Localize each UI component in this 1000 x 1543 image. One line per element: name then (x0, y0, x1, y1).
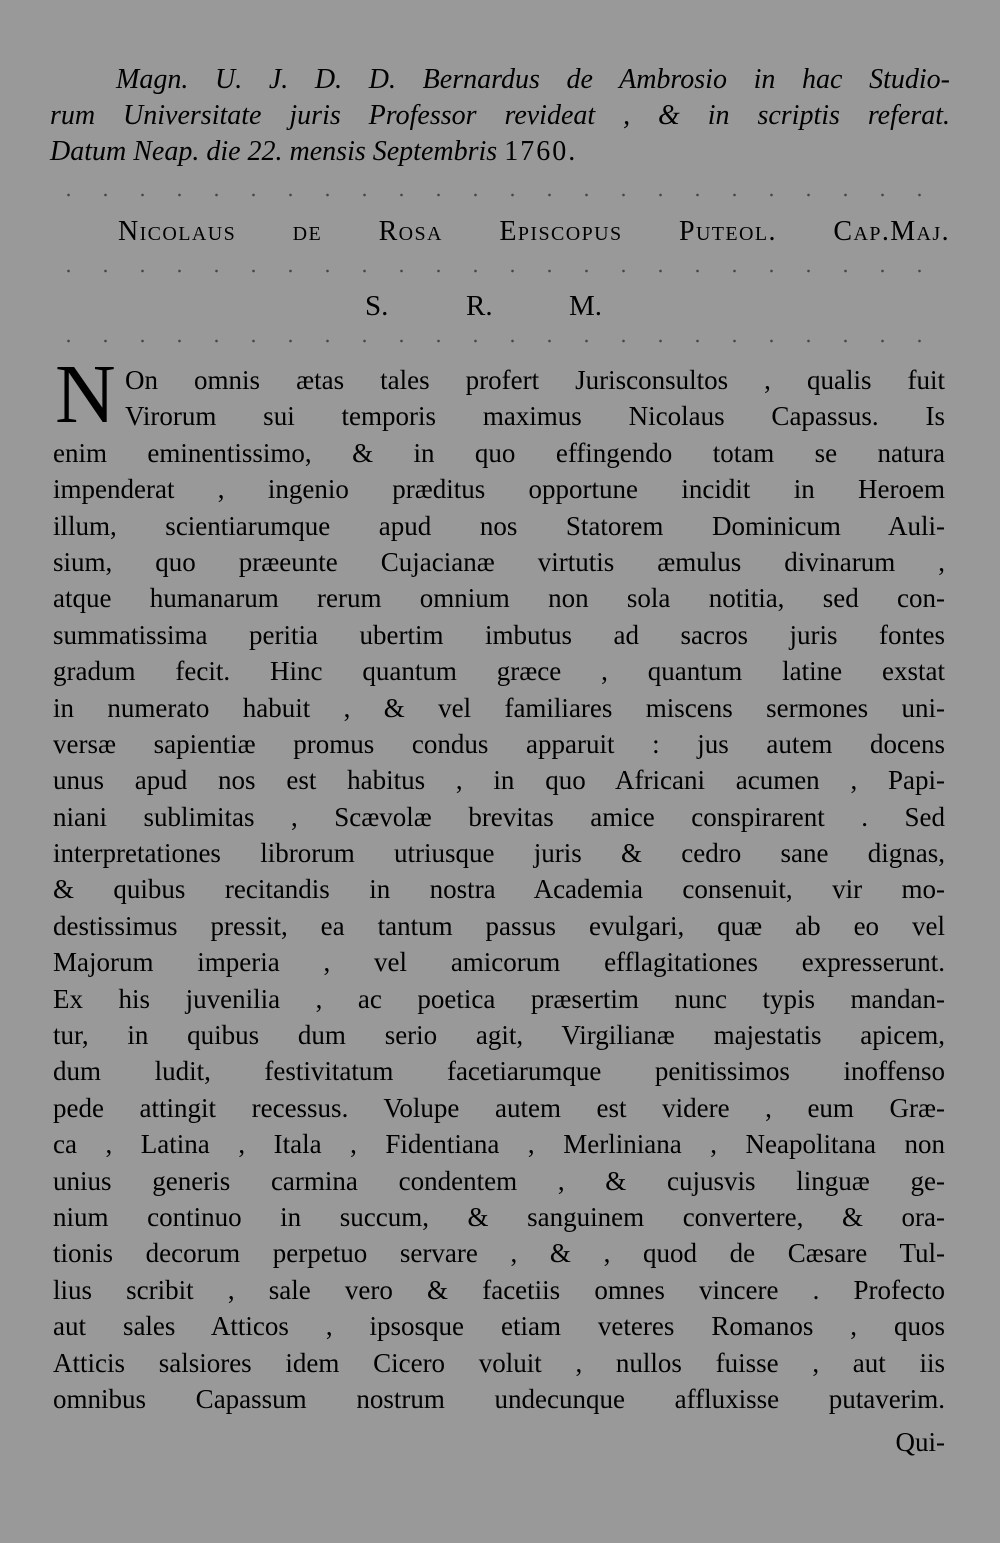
body-line: impenderat , ingenio præditus opportune incidit in Heroem (53, 474, 945, 505)
body-line: nium continuo in succum, & sanguinem convertere, & ora- (53, 1201, 945, 1232)
salutation-s: S. (365, 290, 389, 322)
body-line: aut sales Atticos , ipsosque etiam veteres Romanos , quos (53, 1311, 945, 1342)
body-line: unus apud nos est habitus , in quo Africani acumen , Papi- (53, 765, 945, 796)
drop-cap: N (55, 348, 116, 441)
body-line: interpretationes librorum utriusque juris & cedro sane dignas, (53, 838, 945, 869)
body-line: ca , Latina , Itala , Fidentiana , Merliniana , Neapolitana non (53, 1129, 945, 1160)
body-line: lius scribit , sale vero & facetiis omnes vincere . Profecto (53, 1274, 945, 1305)
body-line: tur, in quibus dum serio agit, Virgilianæ majestatis apicem, (53, 1020, 945, 1051)
bishop-signature: Nicolaus de Rosa Episcopus Puteol. Cap.Maj. (118, 216, 950, 247)
body-line: sium, quo præeunte Cujacianæ virtutis æmulus divinarum , (53, 546, 945, 577)
body-paragraph (53, 362, 945, 1417)
body-line: atque humanarum rerum omnium non sola notitia, sed con- (53, 583, 945, 614)
body-line: tionis decorum perpetuo servare , & , quod de Cæsare Tul- (53, 1238, 945, 1269)
body-line: dum ludit, festivitatum facetiarumque penitissimos inoffenso (53, 1056, 945, 1087)
body-line: Ex his juvenilia , ac poetica præsertim nunc typis mandan- (53, 983, 945, 1014)
speckle-row (50, 190, 950, 200)
body-line: pede attingit recessus. Volupe autem est videre , eum Græ- (53, 1092, 945, 1123)
salutation-r: R. (466, 290, 493, 322)
body-line: illum, scientiarumque apud nos Statorem Dominicum Auli- (53, 510, 945, 541)
salutation-m: M. (569, 290, 603, 322)
body-line: gradum fecit. Hinc quantum græce , quantum latine exstat (53, 656, 945, 687)
body-line: On omnis ætas tales profert Jurisconsultos , qualis fuit (125, 365, 945, 395)
body-line: omnibus Capassum nostrum undecunque affluxisse putaverim. (53, 1383, 945, 1414)
salutation-srm (0, 286, 1000, 326)
body-line: Virorum sui temporis maximus Nicolaus Capassus. Is (125, 401, 945, 432)
body-line: & quibus recitandis in nostra Academia consenuit, vir mo- (53, 874, 945, 905)
imprimatur-line-2: rum Universitate juris Professor revideat , & in scriptis referat. (50, 100, 950, 131)
body-line: unius generis carmina condentem , & cujusvis linguæ ge- (53, 1165, 945, 1196)
body-line: destissimus pressit, ea tantum passus evulgari, quæ ab eo vel (53, 910, 945, 941)
body-line: in numerato habuit , & vel familiares miscens sermones uni- (53, 692, 945, 723)
body-line: Atticis salsiores idem Cicero voluit , nullos fuisse , aut iis (53, 1347, 945, 1378)
body-line: niani sublimitas , Scævolæ brevitas amice conspirarent . Sed (53, 801, 945, 832)
catchword: Qui- (895, 1427, 945, 1457)
body-line: summatissima peritia ubertim imbutus ad sacros juris fontes (53, 619, 945, 650)
imprimatur-line-3 (50, 134, 710, 170)
imprimatur-date-text: Datum Neap. die 22. mensis Septembris (50, 136, 498, 167)
body-line: versæ sapientiæ promus condus apparuit : jus autem docens (53, 728, 945, 759)
speckle-row (50, 336, 950, 346)
body-line: Majorum imperia , vel amicorum efflagitationes expresserunt. (53, 947, 945, 978)
imprimatur-block (50, 62, 950, 170)
body-line: enim eminentissimo, & in quo effingendo totam se natura (53, 437, 945, 468)
imprimatur-line-1: Magn. U. J. D. D. Bernardus de Ambrosio in hac Studio- (116, 64, 950, 95)
speckle-row (50, 266, 950, 276)
imprimatur-year: 1760. (504, 136, 578, 167)
